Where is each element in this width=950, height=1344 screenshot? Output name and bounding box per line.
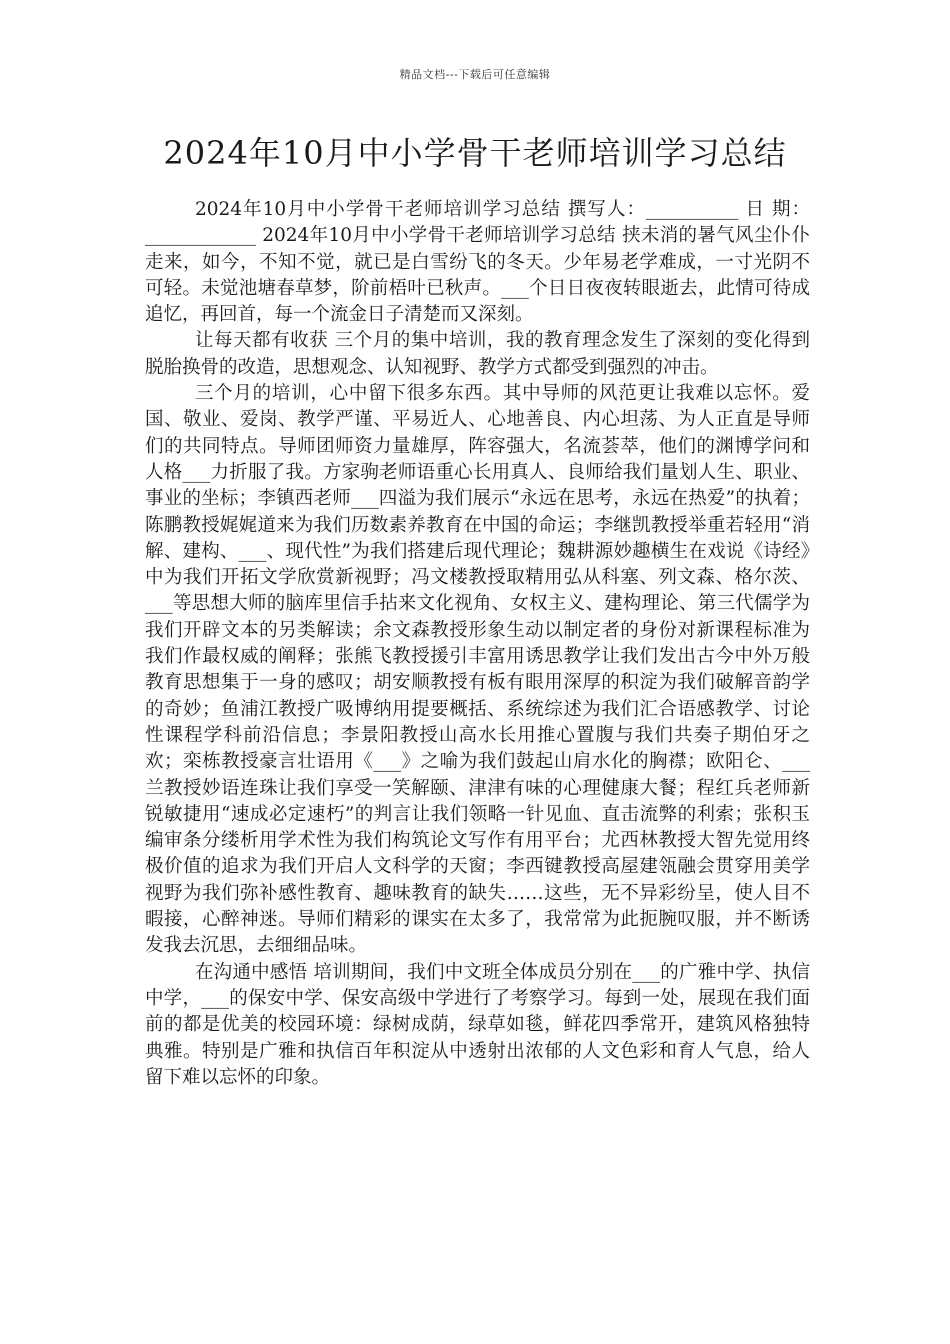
paragraph-communication: 在沟通中感悟 培训期间，我们中文班全体成员分别在___的广雅中学、执信中学，___的保安中学、保安高级中学进行了考察学习。每到一处，展现在我们面前的都是优美的校园环境：绿树成荫，绿草如毯，鲜花四季常开，建筑风格独特典雅。特别是广雅和执信百年积淀从中透射出浓郁的人文色彩和育人气息，给人留下难以忘怀的印象。 [145, 961, 810, 1088]
paragraph-harvest: 让每天都有收获 三个月的集中培训，我的教育理念发生了深刻的变化得到脱胎换骨的改造，思想观念、认知视野、教学方式都受到强烈的冲击。 [145, 330, 810, 378]
header-note: 精品文档---下载后可任意编辑 [399, 68, 551, 81]
paragraph-mentors: 三个月的培训，心中留下很多东西。其中导师的风范更让我难以忘怀。爱国、敬业、爱岗、教学严谨、平易近人、心地善良、内心坦荡、为人正直是导师们的共同特点。导师团师资力量雄厚，阵容强大，名流荟萃，他们的渊博学问和人格___力折服了我。方家驹老师语重心长用真人、良师给我们量划人生、职业、事业的坐标；李镇西老师___四溢为我们展示“永远在思考，永远在热爱”的执着；陈鹏教授娓娓道来为我们历数素养教育在中国的命运；李继凯教授举重若轻用“消解、建构、___、现代性”为我们搭建后现代理论；魏耕源妙趣横生在戏说《诗经》中为我们开拓文学欣赏新视野；冯文楼教授取精用弘从科塞、列文森、格尔茨、___等思想大师的脑库里信手拈来文化视角、女权主义、建构理论、第三代儒学为我们开辟文本的另类解读；余文森教授形象生动以制定者的身份对新课程标准为我们作最权威的阐释；张熊飞教授援引丰富用诱思教学让我们发出古今中外万般教育思想集于一身的感叹；胡安顺教授有板有眼用深厚的积淀为我们破解音韵学的奇妙；鱼浦江教授广吸博纳用提要概括、系统综述为我们汇合语感教学、讨论性课程学科前沿信息；李景阳教授山高水长用推心置腹与我们共奏子期伯牙之欢；栾栋教授豪言壮语用《___》之喻为我们鼓起山肩水化的胸襟；欧阳仑、___兰教授妙语连珠让我们享受一笑解颐、津津有味的心理健康大餐；程红兵老师新锐敏捷用“速成必定速朽”的判言让我们领略一针见血、直击流弊的利索；张积玉编审条分缕析用学术性为我们构筑论文写作有用平台；尤西林教授大智先觉用终极价值的追求为我们开启人文科学的天窗；李西键教授高屋建瓴融会贯穿用美学视野为我们弥补感性教育、趣味教育的缺失……这些，无不异彩纷呈，使人目不暇接，心醉神迷。导师们精彩的课实在太多了，我常常为此扼腕叹服，并不断诱发我去沉思，去细细品味。 [145, 383, 810, 957]
document-body [145, 197, 810, 1091]
document-title: 2024年10月中小学骨干老师培训学习总结 [163, 134, 787, 172]
paragraph-intro: 2024年10月中小学骨干老师培训学习总结 撰写人：__________ 日 期：____________ 2024年10月中小学骨干老师培训学习总结 挟未消的暑气风尘仆仆走来，如今，不知不觉，就已是白雪纷飞的冬天。少年易老学难成，一寸光阴不可轻。未觉池塘春草梦，阶前梧叶已秋声。___个日日夜夜转眼逝去，此情可待成追忆，再回首，每一个流金日子清楚而又深刻。 [145, 199, 810, 326]
